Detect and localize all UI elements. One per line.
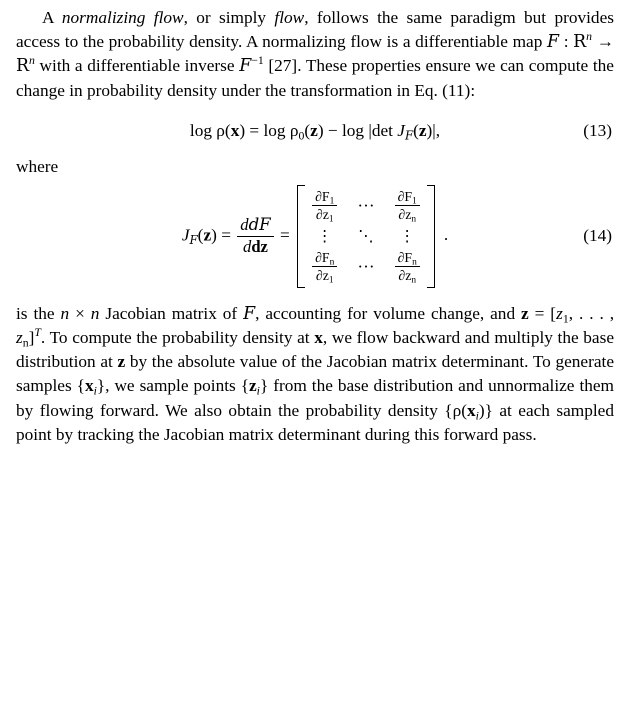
text-run: , or simply: [183, 8, 275, 27]
equation-14-number: (14): [583, 226, 612, 246]
paragraph-normalizing-flow: [16, 6, 614, 103]
cell-num-sub: 1: [412, 196, 417, 207]
math-x: x: [314, 328, 323, 348]
eq13-part: (: [413, 120, 419, 140]
eq14-part: (: [197, 225, 204, 245]
cell-num-sub: n: [412, 257, 417, 268]
cell-den: ∂z: [398, 207, 412, 223]
text-run: , accounting for volume change, and: [255, 303, 522, 323]
text-run: = [: [528, 303, 557, 323]
cell-num: ∂F: [315, 188, 330, 204]
math-x-set-sub: i: [93, 384, 97, 398]
eq14-part: =: [275, 225, 295, 245]
citation-ref[interactable]: [27]: [263, 56, 298, 76]
matrix-cell-2-3: ⋮: [399, 227, 415, 245]
italic-normalizing-flow: normalizing flow: [61, 8, 184, 27]
eq14-part: ): [211, 225, 217, 245]
eq13-sub0: 0: [298, 129, 305, 143]
equation-13: [16, 121, 614, 141]
math-dim-n: n: [60, 303, 70, 323]
equation-13-number: (13): [583, 120, 612, 140]
eq14-frac-den-text: dz: [251, 236, 268, 256]
cell-num-sub: 1: [329, 196, 335, 207]
matrix-body: [305, 185, 427, 288]
cell-den-sub: 1: [328, 275, 334, 286]
eq14-part: =: [216, 225, 236, 245]
math-z: z: [117, 352, 126, 372]
math-z-set-sub: i: [256, 384, 260, 398]
cell-num: ∂F: [397, 249, 413, 265]
eq13-part: )|,: [426, 120, 441, 140]
matrix-right-bracket: [427, 185, 435, 288]
eq14-J: J: [181, 225, 190, 245]
cell-den-sub: n: [411, 275, 417, 286]
math-times: ×: [69, 303, 91, 323]
matrix-cell-1-2: ···: [357, 195, 375, 215]
eq14-trailing-period: .: [443, 225, 449, 245]
math-zn: z: [16, 328, 23, 348]
math-domain: R: [573, 32, 587, 53]
math-map-symbol: F: [243, 303, 256, 324]
math-rho-x-sub: i: [475, 408, 479, 422]
eq13-part: ) = log ρ: [239, 120, 299, 140]
eq14-frac-numerator: ddF: [237, 216, 273, 237]
cell-num: ∂F: [397, 188, 413, 204]
eq14-derivative-fraction: [237, 216, 273, 256]
matrix-cell-3-2: ···: [357, 256, 375, 276]
paragraph-jacobian-explanation: [16, 302, 614, 447]
math-arrow: →: [592, 32, 614, 52]
text-run: , follows the same paradigm but provides access to the probability density. A normalizing flow is a differentiable map: [16, 8, 614, 52]
text-run: , we flow backward and multiply the base distribution at: [16, 328, 614, 372]
matrix-cell-2-2: ⋱: [358, 227, 374, 245]
text-run: ]: [28, 328, 35, 348]
text-run: Jacobian matrix of: [99, 303, 244, 323]
eq13-J-arg: z: [418, 120, 427, 140]
math-transpose: T: [34, 326, 41, 340]
text-run: by the absolute value of the Jacobian matrix determinant. To generate samples {: [16, 352, 614, 396]
text-run: }, we sample points {: [96, 376, 249, 396]
text-run: } from the base distribution and unnormalize them by flowing forward. We also obtain the probability density {ρ(: [16, 376, 615, 420]
where-label: where: [16, 156, 59, 176]
cell-den: ∂z: [315, 207, 329, 223]
math-z: z: [521, 303, 529, 323]
eq14-J-subscript: F: [189, 232, 198, 247]
math-rho-x: x: [466, 400, 476, 420]
matrix-cell-1-1: [310, 189, 339, 223]
math-inverse-symbol: F: [239, 56, 252, 77]
math-codomain: R: [16, 56, 30, 77]
eq13-J-subscript: F: [404, 128, 414, 143]
cell-den-sub: 1: [328, 214, 334, 225]
eq13-x: x: [230, 120, 240, 140]
math-z1: z: [556, 303, 563, 323]
matrix-left-bracket: [297, 185, 305, 288]
text-run: A: [42, 8, 62, 27]
eq14-jacobian-matrix: [297, 185, 435, 288]
eq14-frac-num-text: dF: [248, 215, 271, 235]
text-run: is the: [16, 303, 61, 323]
equation-13-body: [190, 121, 440, 141]
math-zn-sub: n: [22, 336, 29, 350]
eq14-frac-denominator: ddz: [243, 236, 268, 256]
text-run: )} at each sampled point by tracking the Jacobian matrix determinant during this forward pass.: [16, 400, 614, 444]
cell-den: ∂z: [315, 268, 329, 284]
eq13-part: ): [317, 120, 324, 140]
math-colon: :: [559, 32, 574, 52]
eq13-part: − log |det: [323, 120, 398, 140]
eq13-J: J: [397, 120, 405, 140]
math-z1-sub: 1: [562, 312, 569, 326]
math-codomain-exponent: n: [29, 54, 35, 68]
math-x-set: x: [84, 376, 94, 396]
text-run: , . . . ,: [568, 303, 615, 323]
italic-flow: flow: [274, 8, 305, 27]
cell-den-sub: n: [411, 214, 417, 225]
text-run: with a differentiable inverse: [34, 56, 240, 76]
math-inverse-exponent: −1: [251, 54, 264, 68]
math-domain-exponent: n: [586, 30, 593, 44]
cell-den: ∂z: [398, 268, 412, 284]
matrix-cell-1-3: [393, 189, 422, 223]
matrix-cell-2-1: ⋮: [316, 227, 333, 245]
cell-num: ∂F: [315, 249, 330, 265]
math-dim-n: n: [90, 303, 100, 323]
matrix-cell-3-1: [310, 250, 339, 284]
matrix-cell-3-3: [393, 250, 422, 284]
text-run: . These properties ensure we can compute the change in probability density under the transformation in Eq. (11):: [16, 56, 614, 100]
text-run: . To compute the probability density at: [40, 328, 315, 348]
cell-num-sub: n: [329, 257, 335, 268]
eq14-J-arg: z: [203, 225, 212, 245]
equation-14: [16, 185, 614, 288]
eq13-part: log ρ(: [189, 120, 231, 140]
math-map-symbol: F: [547, 32, 560, 53]
eq13-z: z: [310, 120, 318, 140]
equation-14-body: [182, 185, 448, 288]
eq13-part: (: [304, 120, 311, 140]
math-z-set: z: [249, 376, 257, 396]
